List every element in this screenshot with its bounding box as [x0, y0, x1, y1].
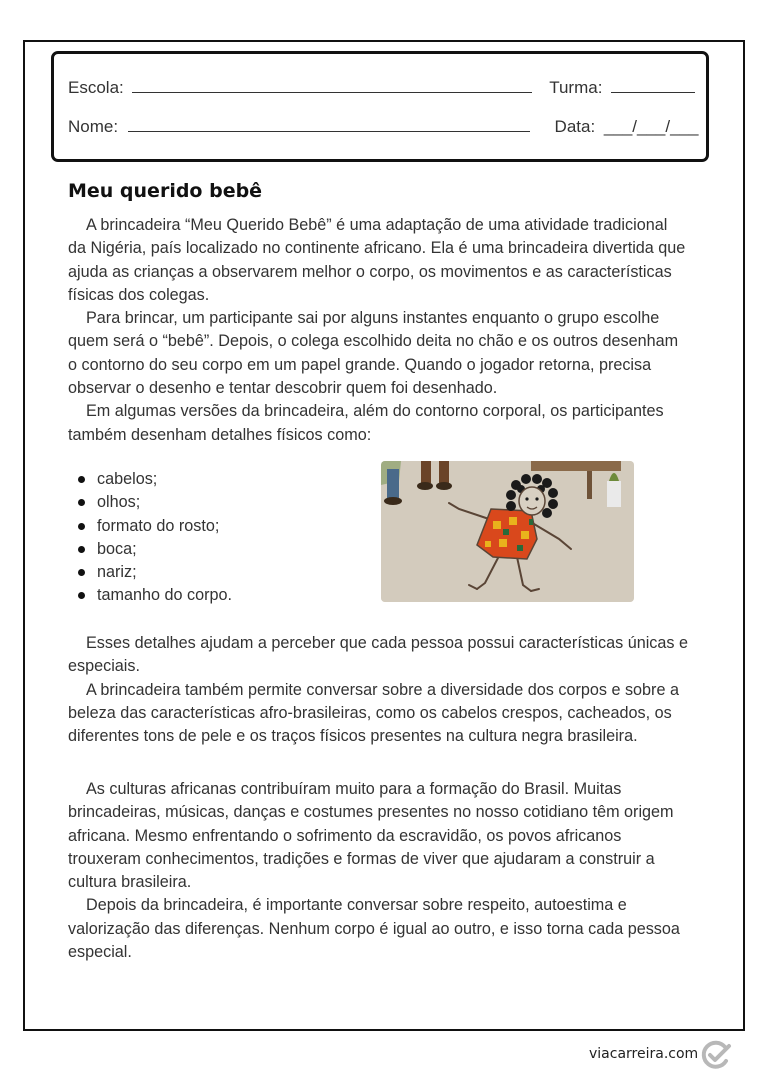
paragraph: Em algumas versões da brincadeira, além do contorno corporal, os participantes também desenham detalhes físicos como:: [68, 402, 664, 444]
physical-details-list: [78, 468, 232, 608]
list-item: olhos;: [78, 491, 232, 514]
date-field[interactable]: ___/___/___: [603, 117, 699, 136]
intro-text: [68, 214, 688, 447]
paragraph: Para brincar, um participante sai por alguns instantes enquanto o grupo escolhe quem será o “bebê”. Depois, o colega escolhido deita no chão e os outros desenham o contorno do seu corpo em um papel grande. Quando o jogador retorna, precisa observar o desenho e tentar descobrir quem foi desenhado.: [68, 309, 679, 398]
list-item: tamanho do corpo.: [78, 584, 232, 607]
paragraph: Depois da brincadeira, é importante conversar sobre respeito, autoestima e valorização das diferenças. Nenhum corpo é igual ao outro, e isso torna cada pessoa especial.: [68, 896, 680, 962]
class-label: Turma:: [549, 78, 603, 97]
school-label: Escola:: [68, 78, 124, 97]
middle-text: [68, 632, 688, 748]
closing-text: [68, 778, 688, 964]
paragraph: A brincadeira “Meu Querido Bebê” é uma adaptação de uma atividade tradicional da Nigéria, país localizado no continente africano. Ela é uma brincadeira divertida que ajuda as crianças a observarem melhor o corpo, os movimentos e as características físicas dos colegas.: [68, 216, 686, 304]
footer-brand[interactable]: viacarreira.com: [589, 1046, 699, 1062]
name-label: Nome:: [68, 117, 119, 136]
list-item: formato do rosto;: [78, 515, 232, 538]
list-item: cabelos;: [78, 468, 232, 491]
list-item: nariz;: [78, 561, 232, 584]
name-field[interactable]: [128, 118, 530, 132]
date-label: Data:: [554, 117, 596, 136]
page-title: Meu querido bebê: [68, 180, 263, 202]
student-info-box: [51, 51, 709, 162]
list-item: boca;: [78, 538, 232, 561]
paragraph: As culturas africanas contribuíram muito para a formação do Brasil. Muitas brincadeiras, músicas, danças e costumes presentes no nosso cotidiano têm origem africana. Mesmo enfrentando o sofrimento da escravidão, os povos africanos trouxeram conhecimentos, tradições e formas de viver que ajudaram a construir a cultura brasileira.: [68, 780, 674, 892]
paragraph: A brincadeira também permite conversar sobre a diversidade dos corpos e sobre a beleza das características afro-brasileiras, como os cabelos crespos, cacheados, os diferentes tons de pele e os traços físicos presentes na cultura negra brasileira.: [68, 680, 679, 746]
school-field[interactable]: [132, 79, 532, 93]
name-date-row: [68, 117, 698, 137]
paragraph: Esses detalhes ajudam a perceber que cada pessoa possui características únicas e especiais.: [68, 634, 688, 676]
school-class-row: [68, 78, 695, 98]
checkmark-c-logo-icon: [699, 1038, 733, 1072]
class-field[interactable]: [611, 79, 695, 93]
child-body-outline-illustration: [381, 461, 634, 602]
